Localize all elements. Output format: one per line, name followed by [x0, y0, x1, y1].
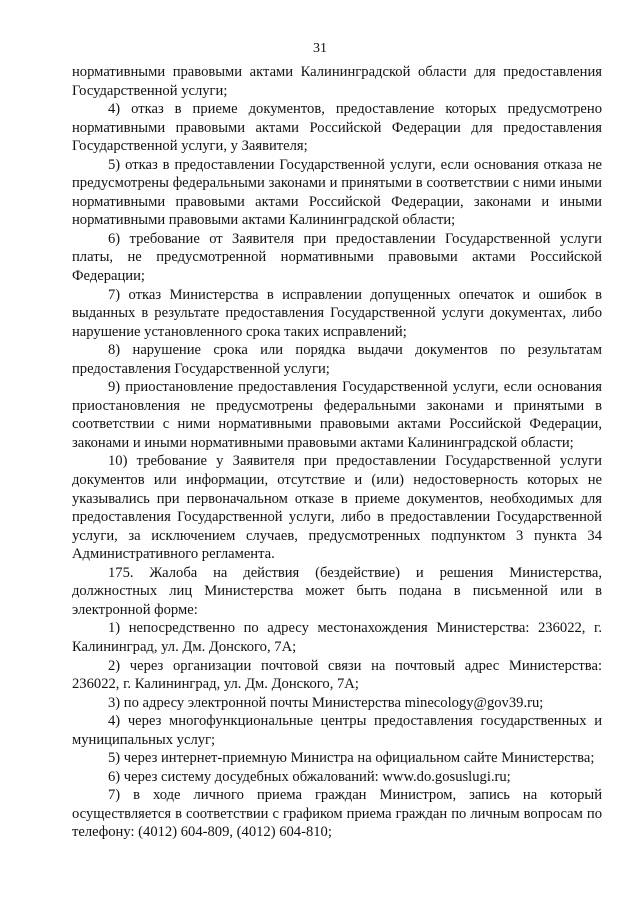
paragraph: 10) требование у Заявителя при предоставлении Государственной услуги документов или информации, отсутствие и (или) недостоверность которых не указывались при первоначальном отказе в приеме документов, необходимых для предоставления Государственной услуги, либо в предоставлении Государственной услуги, за исключением случаев, предусмотренных подпунктом 3 пункта 34 Административного регламента. — [72, 453, 602, 563]
paragraph: 8) нарушение срока или порядка выдачи документов по результатам предоставления Государственной услуги; — [72, 342, 602, 377]
paragraph: 6) требование от Заявителя при предоставлении Государственной услуги платы, не предусмотренной нормативными правовыми актами Российской Федерации; — [72, 230, 602, 285]
paragraph: 4) отказ в приеме документов, предоставление которых предусмотрено нормативными правовыми актами Российской Федерации для предоставления Государственной услуги, у Заявителя; — [72, 101, 602, 155]
paragraph: 2) через организации почтовой связи на почтовый адрес Министерства: 236022, г. Калининград, ул. Дм. Донского, 7А; — [72, 657, 602, 693]
paragraph: 1) непосредственно по адресу местонахождения Министерства: 236022, г. Калининград, ул. Дм. Донского, 7А; — [72, 620, 602, 655]
paragraph: нормативными правовыми актами Калининградской области для предоставления Государственной услуги; — [72, 64, 602, 99]
paragraph: 9) приостановление предоставления Государственной услуги, если основания приостановления не предусмотрены федеральными законами и принятыми в соответствии с ними нормативными правовыми актами Российской Федерации, законами и иными нормативными правовыми актами Калининградской области; — [72, 379, 602, 451]
paragraph: 6) через систему досудебных обжалований: www.do.gosuslugi.ru; — [108, 768, 511, 785]
paragraph: 175. Жалоба на действия (бездействие) и решения Министерства, должностных лиц Министерства может быть подана в письменной или в электронной форме: — [72, 564, 602, 618]
document-body — [72, 63, 602, 842]
paragraph: 4) через многофункциональные центры предоставления государственных и муниципальных услуг; — [72, 713, 602, 748]
paragraph: 5) через интернет-приемную Министра на официальном сайте Министерства; — [108, 750, 595, 767]
paragraph: 7) в ходе личного приема граждан Министром, запись на который осуществляется в соответствии с графиком приема граждан по личным вопросам по телефону: (4012) 604-809, (4012) 604-810; — [72, 787, 602, 841]
paragraph: 7) отказ Министерства в исправлении допущенных опечаток и ошибок в выданных в результате предоставления Государственной услуги документах, либо нарушение установленного срока таких исправлений; — [72, 286, 602, 340]
paragraph: 5) отказ в предоставлении Государственной услуги, если основания отказа не предусмотрены федеральными законами и принятыми в соответствии с ними иными нормативными правовыми актами Российской Федерации, законами и иными нормативными правовыми актами Калининградской области; — [72, 156, 602, 229]
paragraph: 3) по адресу электронной почты Министерства minecology@gov39.ru; — [108, 694, 544, 711]
page-number: 31 — [313, 41, 327, 56]
